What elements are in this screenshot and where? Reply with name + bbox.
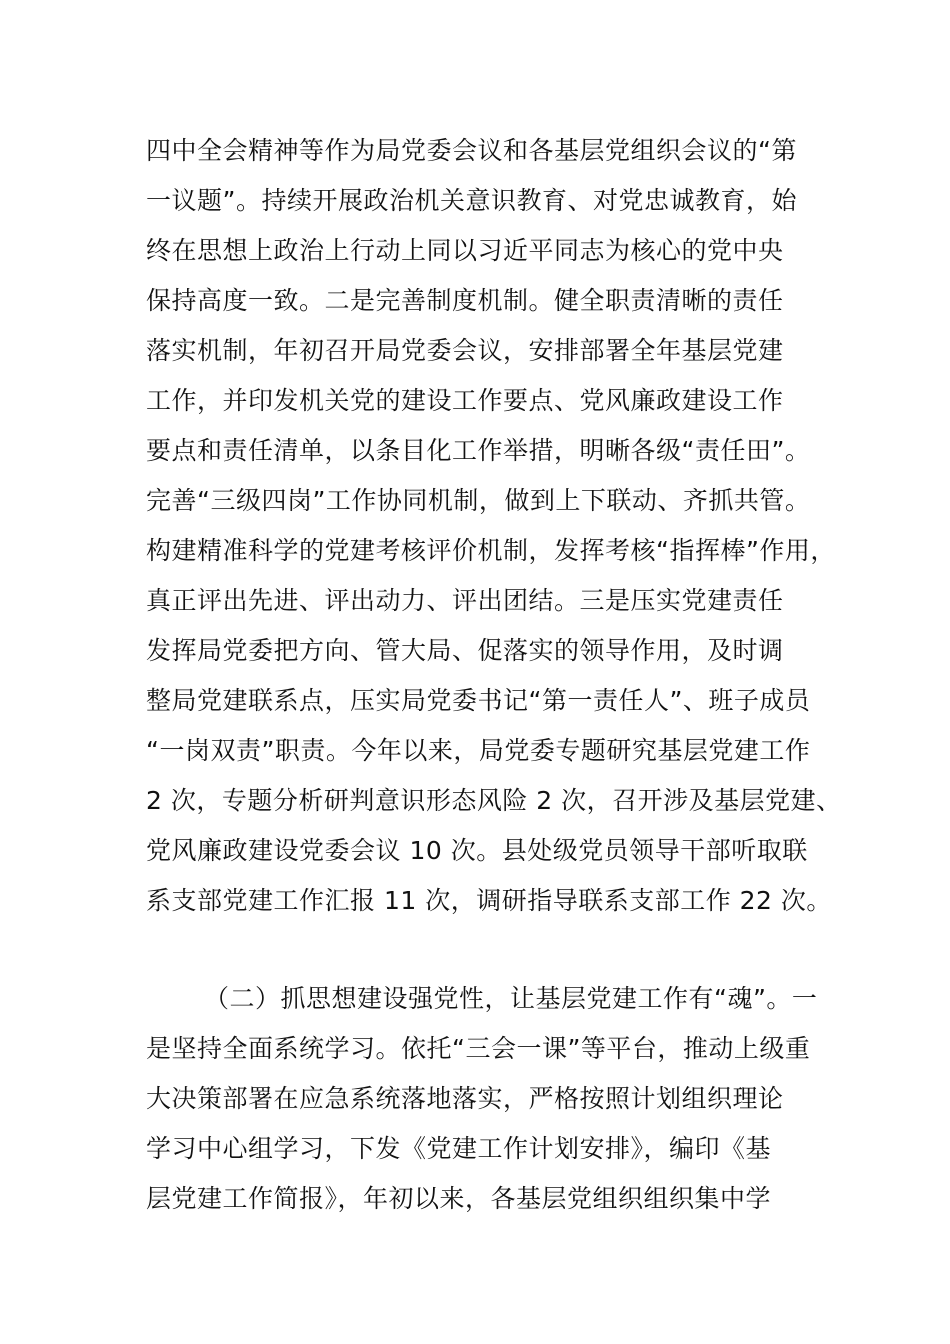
paragraph-line: 学习中心组学习，下发《党建工作计划安排》，编印《基 (146, 1134, 772, 1163)
paragraph-line: 真正评出先进、评出动力、评出团结。三是压实党建责任 (146, 586, 784, 615)
paragraph-line: “一岗双责”职责。今年以来，局党委专题研究基层党建工作 (146, 736, 811, 765)
paragraph-line: 保持高度一致。二是完善制度机制。健全职责清晰的责任 (146, 286, 784, 315)
paragraph-line: 完善“三级四岗”工作协同机制，做到上下联动、齐抓共管。 (146, 486, 811, 515)
paragraph-line: 工作，并印发机关党的建设工作要点、党风廉政建设工作 (146, 386, 784, 415)
paragraph-line: 大决策部署在应急系统落地落实，严格按照计划组织理论 (146, 1084, 784, 1113)
section-heading-line: （二）抓思想建设强党性，让基层党建工作有“魂”。一 (204, 984, 818, 1013)
paragraph-line: 四中全会精神等作为局党委会议和各基层党组织会议的“第 (146, 136, 797, 165)
paragraph-line: 落实机制，年初召开局党委会议，安排部署全年基层党建 (146, 336, 784, 365)
paragraph-line: 一议题”。持续开展政治机关意识教育、对党忠诚教育，始 (146, 186, 797, 215)
paragraph-line: 整局党建联系点，压实局党委书记“第一责任人”、班子成员 (146, 686, 811, 715)
paragraph-line: 系支部党建工作汇报 11 次，调研指导联系支部工作 22 次。 (146, 886, 832, 915)
paragraph-line: 2 次，专题分析研判意识形态风险 2 次，召开涉及基层党建、 (146, 786, 842, 815)
paragraph-line: 党风廉政建设党委会议 10 次。县处级党员领导干部听取联 (146, 836, 808, 865)
paragraph-line: 构建精准科学的党建考核评价机制，发挥考核“指挥棒”作用， (146, 536, 836, 565)
paragraph-line: 层党建工作简报》，年初以来，各基层党组织组织集中学 (146, 1184, 772, 1213)
paragraph-line: 要点和责任清单，以条目化工作举措，明晰各级“责任田”。 (146, 436, 811, 465)
paragraph-line: 是坚持全面系统学习。依托“三会一课”等平台，推动上级重 (146, 1034, 811, 1063)
paragraph-line: 发挥局党委把方向、管大局、促落实的领导作用，及时调 (146, 636, 784, 665)
paragraph-line: 终在思想上政治上行动上同以习近平同志为核心的党中央 (146, 236, 784, 265)
